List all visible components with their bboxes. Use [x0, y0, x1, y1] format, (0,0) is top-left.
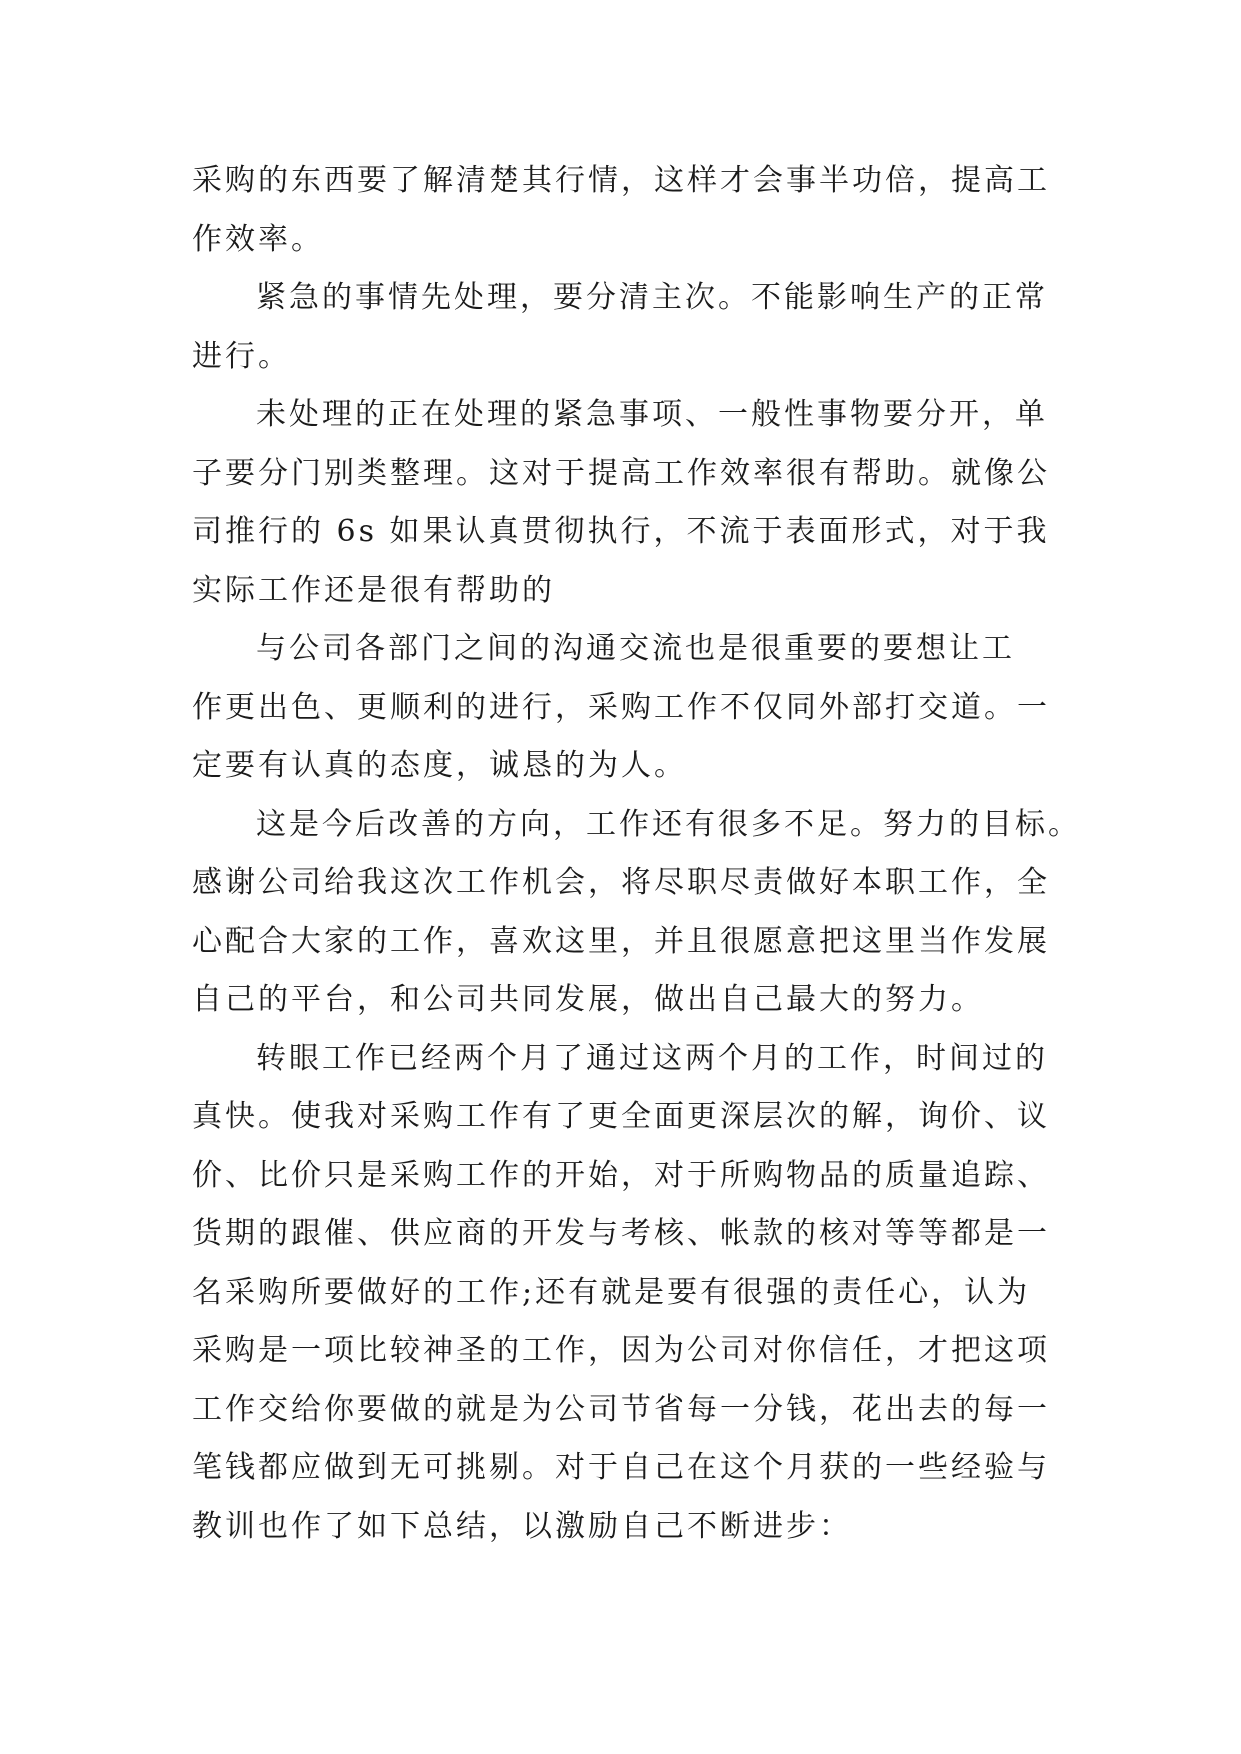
- paragraph-line: 采购是一项比较神圣的工作，因为公司对你信任，才把这项: [192, 1333, 1050, 1368]
- paragraph-6: [192, 1030, 1052, 1557]
- paragraph-line: 货期的跟催、供应商的开发与考核、帐款的核对等等都是一: [192, 1216, 1050, 1251]
- document-body: [192, 152, 1081, 1556]
- paragraph-line: 采购的东西要了解清楚其行情，这样才会事半功倍，提高工: [192, 163, 1050, 198]
- paragraph-line: 定要有认真的态度，诚恳的为人。: [192, 748, 687, 783]
- paragraph-line: 紧急的事情先处理，要分清主次。不能影响生产的正常: [256, 280, 1048, 315]
- paragraph-4: [192, 620, 1052, 796]
- paragraph-line: 转眼工作已经两个月了通过这两个月的工作，时间过的: [256, 1040, 1048, 1076]
- paragraph-line: 作效率。: [192, 221, 324, 257]
- paragraph-line: 价、比价只是采购工作的开始，对于所购物品的质量追踪、: [192, 1157, 1050, 1193]
- paragraph-5: [192, 796, 1081, 1030]
- paragraph-line: 名采购所要做好的工作;还有就是要有很强的责任心，认为: [192, 1274, 1031, 1310]
- paragraph-line: 子要分门别类整理。这对于提高工作效率很有帮助。就像公: [192, 455, 1050, 491]
- paragraph-line: 与公司各部门之间的沟通交流也是很重要的要想让工: [256, 631, 1015, 666]
- paragraph-line: 进行。: [192, 338, 291, 374]
- paragraph-2: [192, 269, 1052, 386]
- paragraph-line: 司推行的 6s 如果认真贯彻执行，不流于表面形式，对于我: [192, 514, 1050, 549]
- paragraph-line: 真快。使我对采购工作有了更全面更深层次的解，询价、议: [192, 1099, 1050, 1134]
- paragraph-line: 这是今后改善的方向，工作还有很多不足。努力的目标。: [256, 806, 1081, 842]
- paragraph-line: 教训也作了如下总结，以激励自己不断进步：: [192, 1508, 852, 1544]
- paragraph-line: 自己的平台，和公司共同发展，做出自己最大的努力。: [192, 982, 984, 1017]
- paragraph-line: 未处理的正在处理的紧急事项、一般性事物要分开，单: [256, 397, 1048, 432]
- paragraph-line: 实际工作还是很有帮助的: [192, 572, 555, 608]
- paragraph-line: 工作交给你要做的就是为公司节省每一分钱，花出去的每一: [192, 1391, 1050, 1427]
- paragraph-line: 感谢公司给我这次工作机会，将尽职尽责做好本职工作，全: [192, 865, 1050, 900]
- paragraph-line: 作更出色、更顺利的进行，采购工作不仅同外部打交道。一: [192, 689, 1050, 725]
- paragraph-line: 心配合大家的工作，喜欢这里，并且很愿意把这里当作发展: [192, 923, 1050, 959]
- paragraph-3: [192, 386, 1052, 620]
- paragraph-line: 笔钱都应做到无可挑剔。对于自己在这个月获的一些经验与: [192, 1450, 1050, 1485]
- paragraph-1: [192, 152, 1052, 269]
